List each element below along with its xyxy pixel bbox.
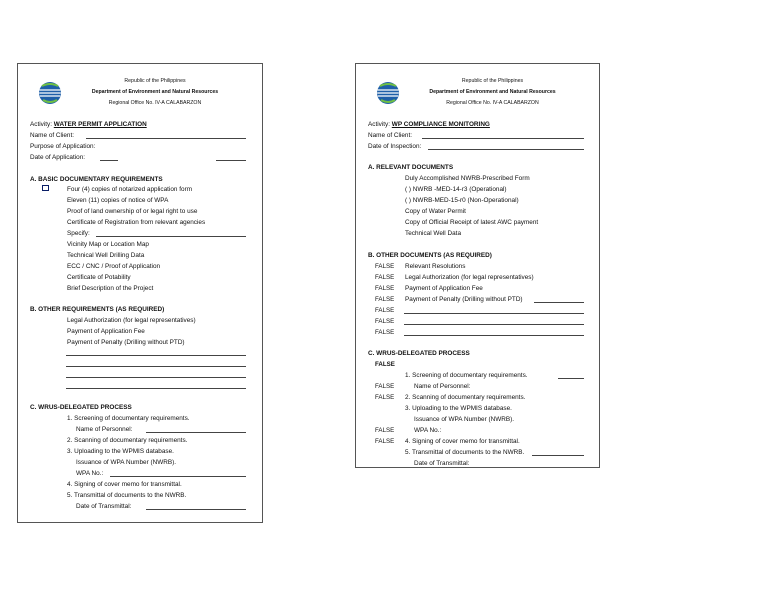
header-regional-office: Regional Office No. IV-A CALABARZON bbox=[108, 100, 202, 106]
checkbox-icon[interactable] bbox=[42, 185, 49, 191]
activity-value: WATER PERMIT APPLICATION bbox=[53, 121, 147, 128]
section-b-heading: B. OTHER REQUIREMENTS (AS REQUIRED) bbox=[30, 306, 165, 313]
section-c-heading: C. WRUS-DELEGATED PROCESS bbox=[30, 404, 132, 411]
list-item: Certificate of Registration from relevant agencies bbox=[67, 219, 206, 226]
checkbox-value[interactable]: FALSE bbox=[375, 285, 395, 292]
section-a-heading: A. BASIC DOCUMENTARY REQUIREMENTS bbox=[30, 176, 163, 183]
list-item: 2. Scanning of documentary requirements. bbox=[405, 394, 526, 401]
date-of-inspection-field[interactable] bbox=[428, 149, 584, 150]
specify-label: Specify: bbox=[67, 230, 90, 237]
list-item: Relevant Resolutions bbox=[405, 263, 466, 270]
list-item: ( ) NWRB -MED-14-r3 (Operational) bbox=[405, 186, 507, 193]
activity-value: WP COMPLIANCE MONITORING bbox=[391, 121, 490, 128]
name-of-personnel-label: Name of Personnel: bbox=[414, 383, 471, 390]
list-item: 2. Scanning of documentary requirements. bbox=[67, 437, 188, 444]
blank-line[interactable] bbox=[66, 388, 246, 389]
list-item: Technical Well Data bbox=[405, 230, 462, 237]
list-item: Duly Accomplished NWRB-Prescribed Form bbox=[405, 175, 530, 182]
checkbox-value[interactable]: FALSE bbox=[375, 318, 395, 325]
specify-field[interactable] bbox=[96, 236, 246, 237]
list-item: 3. Uploading to the WPMIS database. bbox=[405, 405, 512, 412]
section-b-heading: B. OTHER DOCUMENTS (AS REQUIRED) bbox=[368, 252, 492, 259]
header-republic: Republic of the Philippines bbox=[461, 78, 524, 84]
wpa-no-label: WPA No.: bbox=[414, 427, 442, 434]
list-item: Legal Authorization (for legal representatives) bbox=[67, 317, 196, 324]
list-item: Payment of Penalty (Drilling without PTD) bbox=[67, 339, 185, 346]
blank-line[interactable] bbox=[404, 313, 584, 314]
blank-line[interactable] bbox=[534, 302, 584, 303]
list-item: 1. Screening of documentary requirements. bbox=[67, 415, 190, 422]
list-item: 5. Transmittal of documents to the NWRB. bbox=[405, 449, 525, 456]
header-department: Department of Environment and Natural Resources bbox=[429, 89, 556, 95]
blank-line[interactable] bbox=[404, 324, 584, 325]
activity-line bbox=[30, 121, 147, 129]
date-of-application-field-2[interactable] bbox=[216, 160, 246, 161]
list-item: Legal Authorization (for legal representatives) bbox=[405, 274, 534, 281]
checkbox-value[interactable]: FALSE bbox=[375, 394, 395, 401]
list-item: ( ) NWRB-MED-15-r0 (Non-Operational) bbox=[405, 197, 519, 204]
activity-label: Activity: bbox=[368, 121, 391, 128]
checkbox-value[interactable]: FALSE bbox=[375, 274, 395, 281]
date-of-transmittal-label: Date of Transmittal: bbox=[414, 460, 470, 467]
activity-line bbox=[368, 121, 490, 129]
list-item: ECC / CNC / Proof of Application bbox=[67, 263, 161, 270]
water-permit-application-form bbox=[17, 63, 263, 523]
list-item: 4. Signing of cover memo for transmittal. bbox=[67, 481, 182, 488]
blank-line[interactable] bbox=[66, 366, 246, 367]
blank-line[interactable] bbox=[66, 355, 246, 356]
header-regional-office: Regional Office No. IV-A CALABARZON bbox=[446, 100, 539, 106]
list-item: Technical Well Drilling Data bbox=[67, 252, 145, 259]
section-c-heading: C. WRUS-DELEGATED PROCESS bbox=[368, 350, 470, 357]
list-item: Proof of land ownership of or legal right to use bbox=[67, 208, 198, 215]
wpa-no-field[interactable] bbox=[110, 476, 246, 477]
form-header bbox=[356, 76, 599, 120]
header-department: Department of Environment and Natural Resources bbox=[91, 89, 219, 95]
date-of-transmittal-label: Date of Transmittal: bbox=[76, 503, 132, 510]
name-of-client-label: Name of Client: bbox=[30, 132, 75, 139]
checkbox-value[interactable]: FALSE bbox=[375, 307, 395, 314]
wpa-no-label: WPA No.: bbox=[76, 470, 104, 477]
list-item: Issuance of WPA Number (NWRB). bbox=[76, 459, 177, 466]
name-of-client-field[interactable] bbox=[422, 138, 584, 139]
list-item: Payment of Application Fee bbox=[67, 328, 145, 335]
date-of-application-label: Date of Application: bbox=[30, 154, 86, 161]
list-item: Issuance of WPA Number (NWRB). bbox=[414, 416, 515, 423]
blank-line[interactable] bbox=[66, 377, 246, 378]
purpose-label: Purpose of Application: bbox=[30, 143, 96, 150]
list-item: 3. Uploading to the WPMIS database. bbox=[67, 448, 174, 455]
name-of-client-label: Name of Client: bbox=[368, 132, 413, 139]
checkbox-value[interactable]: FALSE bbox=[375, 296, 395, 303]
list-item: Vicinity Map or Location Map bbox=[67, 241, 149, 248]
name-of-personnel-label: Name of Personnel: bbox=[76, 426, 133, 433]
header-republic: Republic of the Philippines bbox=[124, 78, 186, 84]
list-item: Payment of Application Fee bbox=[405, 285, 483, 292]
list-item: Certificate of Potability bbox=[67, 274, 131, 281]
checkbox-value[interactable]: FALSE bbox=[375, 383, 395, 390]
date-of-inspection-label: Date of Inspection: bbox=[368, 143, 422, 150]
list-item: Four (4) copies of notarized application form bbox=[67, 186, 193, 193]
name-of-client-field[interactable] bbox=[86, 138, 246, 139]
checkbox-value[interactable]: FALSE bbox=[375, 361, 395, 368]
blank-line[interactable] bbox=[532, 455, 584, 456]
date-of-application-field[interactable] bbox=[100, 160, 118, 161]
checkbox-value[interactable]: FALSE bbox=[375, 263, 395, 270]
list-item: 5. Transmittal of documents to the NWRB. bbox=[67, 492, 187, 499]
blank-line[interactable] bbox=[404, 335, 584, 336]
wp-compliance-monitoring-form bbox=[355, 63, 600, 468]
list-item: Eleven (11) copies of notice of WPA bbox=[67, 197, 169, 204]
activity-label: Activity: bbox=[30, 121, 53, 128]
list-item: Copy of Water Permit bbox=[405, 208, 466, 215]
list-item: 1. Screening of documentary requirements. bbox=[405, 372, 528, 379]
section-a-heading: A. RELEVANT DOCUMENTS bbox=[368, 164, 454, 171]
name-of-personnel-field[interactable] bbox=[146, 432, 246, 433]
blank-line[interactable] bbox=[558, 378, 584, 379]
list-item: 4. Signing of cover memo for transmittal. bbox=[405, 438, 520, 445]
list-item: Copy of Official Receipt of latest AWC payment bbox=[405, 219, 539, 226]
checkbox-value[interactable]: FALSE bbox=[375, 427, 395, 434]
form-header bbox=[18, 76, 262, 120]
checkbox-value[interactable]: FALSE bbox=[375, 329, 395, 336]
checkbox-value[interactable]: FALSE bbox=[375, 438, 395, 445]
list-item: Brief Description of the Project bbox=[67, 285, 154, 292]
list-item: Payment of Penalty (Drilling without PTD) bbox=[405, 296, 523, 303]
date-of-transmittal-field[interactable] bbox=[146, 509, 246, 510]
